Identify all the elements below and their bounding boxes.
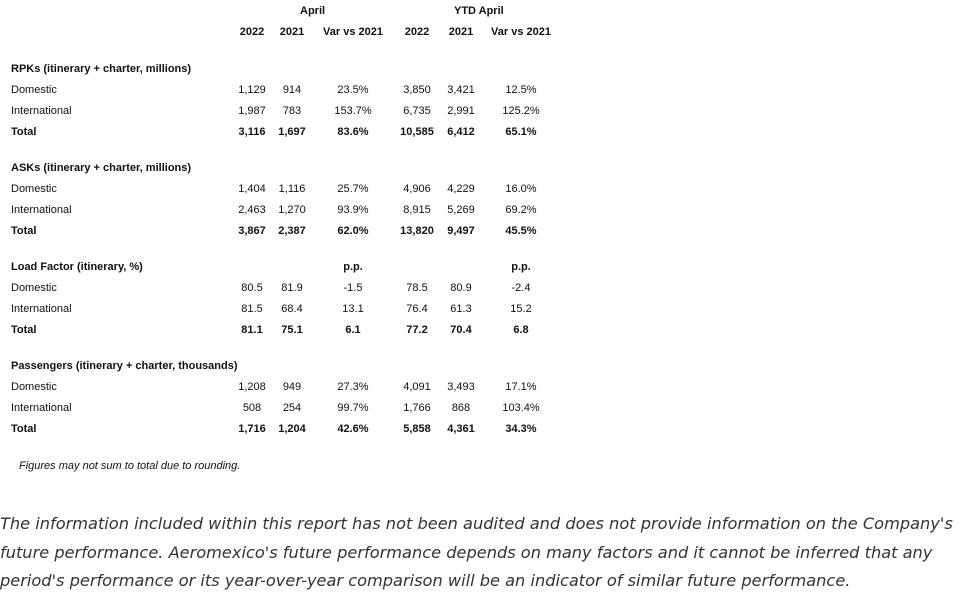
table-cell: 1,204 bbox=[278, 423, 306, 435]
disclaimer-text: The information included within this report has not been audited and does not provide information on the Company's future performance. Aeromexico's future performance depends on many factors and it cannot be inferred that any period's performance or its year-over-year comparison will be an indicator of similar future performance. bbox=[0, 514, 953, 591]
table-cell: 1,716 bbox=[238, 423, 266, 435]
table-cell: 83.6% bbox=[337, 126, 369, 138]
table-cell: -1.5 bbox=[343, 282, 363, 294]
row-label: Domestic bbox=[11, 84, 57, 96]
table-cell: 80.5 bbox=[241, 282, 263, 294]
table-cell: 13.1 bbox=[342, 303, 364, 315]
table-cell: 81.1 bbox=[241, 324, 263, 336]
table-cell: 6.1 bbox=[345, 324, 361, 336]
section-title: ASKs (itinerary + charter, millions) bbox=[11, 162, 192, 174]
table-cell: 254 bbox=[282, 402, 302, 414]
table-cell: 1,116 bbox=[278, 183, 306, 195]
table-cell: -2.4 bbox=[511, 282, 531, 294]
table-cell: 76.4 bbox=[406, 303, 428, 315]
table-cell: 68.4 bbox=[281, 303, 303, 315]
table-cell: 77.2 bbox=[406, 324, 428, 336]
table-cell: 3,493 bbox=[447, 381, 475, 393]
table-cell: 25.7% bbox=[337, 183, 369, 195]
table-cell: 949 bbox=[282, 381, 302, 393]
section-title: RPKs (itinerary + charter, millions) bbox=[11, 63, 192, 75]
table-cell: 1,208 bbox=[238, 381, 266, 393]
table-cell: 1,766 bbox=[403, 402, 431, 414]
table-cell: 6,735 bbox=[403, 105, 431, 117]
row-label: International bbox=[11, 303, 72, 315]
table-cell: 75.1 bbox=[281, 324, 303, 336]
footnote: Figures may not sum to total due to rounding. bbox=[19, 460, 241, 472]
table-cell: 5,858 bbox=[403, 423, 431, 435]
table-cell: 4,361 bbox=[447, 423, 475, 435]
table-cell: 4,091 bbox=[403, 381, 431, 393]
table-cell: 914 bbox=[282, 84, 302, 96]
column-header: 2021 bbox=[448, 26, 474, 38]
table-cell: 62.0% bbox=[337, 225, 369, 237]
table-cell: 34.3% bbox=[505, 423, 537, 435]
table-cell: 2,463 bbox=[238, 204, 266, 216]
row-label: Total bbox=[11, 225, 37, 237]
table-cell: 81.5 bbox=[241, 303, 263, 315]
table-cell: 9,497 bbox=[447, 225, 475, 237]
table-cell: 868 bbox=[451, 402, 471, 414]
column-header: Var vs 2021 bbox=[323, 26, 383, 38]
table-cell: 783 bbox=[282, 105, 302, 117]
table-cell: 3,867 bbox=[238, 225, 266, 237]
table-cell: 5,269 bbox=[447, 204, 475, 216]
unit-label: p.p. bbox=[343, 261, 363, 273]
row-label: Domestic bbox=[11, 381, 57, 393]
table-cell: 10,585 bbox=[400, 126, 434, 138]
row-label: Domestic bbox=[11, 282, 57, 294]
header-ytd-april: YTD April bbox=[454, 5, 504, 17]
table-cell: 65.1% bbox=[505, 126, 537, 138]
table-cell: 3,850 bbox=[403, 84, 431, 96]
table-cell: 4,229 bbox=[447, 183, 475, 195]
table-cell: 42.6% bbox=[337, 423, 369, 435]
table-cell: 4,906 bbox=[403, 183, 431, 195]
table-cell: 15.2 bbox=[510, 303, 532, 315]
table-cell: 27.3% bbox=[337, 381, 369, 393]
table-cell: 103.4% bbox=[502, 402, 540, 414]
table-cell: 153.7% bbox=[334, 105, 372, 117]
row-label: Domestic bbox=[11, 183, 57, 195]
table-cell: 16.0% bbox=[505, 183, 537, 195]
table-cell: 1,404 bbox=[238, 183, 266, 195]
table-cell: 93.9% bbox=[337, 204, 369, 216]
table-cell: 3,116 bbox=[238, 126, 266, 138]
table-cell: 3,421 bbox=[447, 84, 475, 96]
table-cell: 23.5% bbox=[337, 84, 369, 96]
table-cell: 1,697 bbox=[278, 126, 306, 138]
table-cell: 8,915 bbox=[403, 204, 431, 216]
section-title: Load Factor (itinerary, %) bbox=[11, 261, 143, 273]
table-cell: 17.1% bbox=[505, 381, 537, 393]
table-cell: 81.9 bbox=[281, 282, 303, 294]
table-cell: 99.7% bbox=[337, 402, 369, 414]
section-title: Passengers (itinerary + charter, thousands) bbox=[11, 360, 238, 372]
table-cell: 6,412 bbox=[447, 126, 475, 138]
unit-label: p.p. bbox=[511, 261, 531, 273]
table-cell: 69.2% bbox=[505, 204, 537, 216]
table-cell: 1,987 bbox=[238, 105, 266, 117]
row-label: International bbox=[11, 204, 72, 216]
table-cell: 70.4 bbox=[450, 324, 472, 336]
row-label: International bbox=[11, 402, 72, 414]
table-cell: 78.5 bbox=[406, 282, 428, 294]
row-label: Total bbox=[11, 423, 37, 435]
table-cell: 13,820 bbox=[400, 225, 434, 237]
header-april: April bbox=[300, 5, 326, 17]
table-cell: 61.3 bbox=[450, 303, 472, 315]
table-cell: 2,991 bbox=[447, 105, 475, 117]
column-header: 2021 bbox=[279, 26, 305, 38]
table-cell: 1,129 bbox=[238, 84, 266, 96]
row-label: Total bbox=[11, 126, 37, 138]
column-header: Var vs 2021 bbox=[491, 26, 551, 38]
table-cell: 45.5% bbox=[505, 225, 537, 237]
table-cell: 80.9 bbox=[450, 282, 472, 294]
table-cell: 125.2% bbox=[502, 105, 540, 117]
table-cell: 1,270 bbox=[278, 204, 306, 216]
table-cell: 508 bbox=[242, 402, 262, 414]
table-cell: 6.8 bbox=[513, 324, 529, 336]
table-cell: 2,387 bbox=[278, 225, 306, 237]
column-header: 2022 bbox=[239, 26, 265, 38]
column-header: 2022 bbox=[404, 26, 430, 38]
table-cell: 12.5% bbox=[505, 84, 537, 96]
row-label: Total bbox=[11, 324, 37, 336]
row-label: International bbox=[11, 105, 72, 117]
